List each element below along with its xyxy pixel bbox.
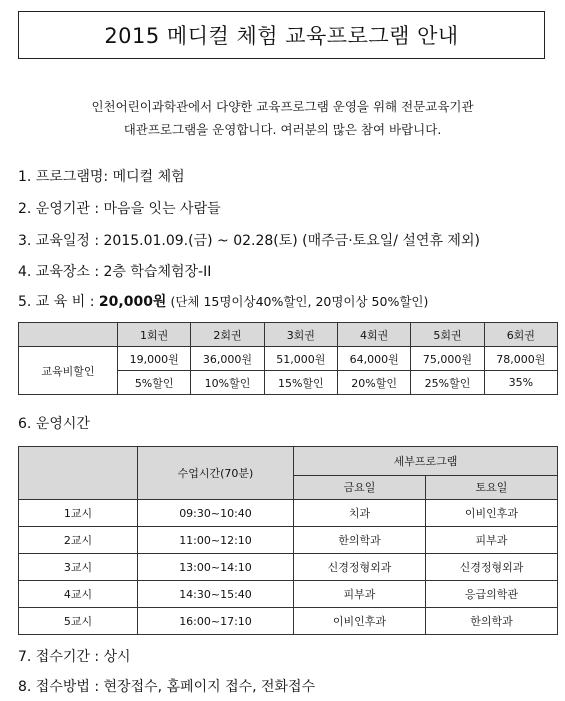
fee-amount: 20,000원 [98, 294, 167, 310]
table-row [19, 500, 558, 527]
intro-line-1: 인천어린이과학관에서 다양한 교육프로그램 운영을 위해 전문교육기관 [91, 99, 474, 114]
fee-table-header-row [19, 323, 558, 347]
fee-price-3: 51,000원 [264, 347, 337, 371]
fee-item [18, 291, 428, 311]
fee-discount-1: 5%할인 [118, 371, 191, 395]
fee-discount-2: 10%할인 [191, 371, 264, 395]
time-cell: 11:00~12:10 [138, 527, 294, 554]
schedule-table-corner [19, 447, 138, 500]
fee-discount-4: 20%할인 [337, 371, 410, 395]
period-cell: 3교시 [19, 554, 138, 581]
program-name-item: 1. 프로그램명: 메디컬 체험 [18, 169, 185, 185]
intro-text [0, 95, 565, 141]
fri-cell: 한의학과 [294, 527, 426, 554]
fee-discount-3: 15%할인 [264, 371, 337, 395]
table-row [19, 554, 558, 581]
sat-cell: 신경정형외과 [426, 554, 558, 581]
registration-method-item: 8. 접수방법 : 현장접수, 홈페이지 접수, 전화접수 [18, 679, 316, 695]
table-row [19, 581, 558, 608]
fee-price-1: 19,000원 [118, 347, 191, 371]
fee-discount-6: 35% [484, 371, 557, 395]
period-cell: 5교시 [19, 608, 138, 635]
time-cell: 13:00~14:10 [138, 554, 294, 581]
fee-header-4: 4회권 [337, 323, 410, 347]
sat-cell: 응급의학관 [426, 581, 558, 608]
fee-price-4: 64,000원 [337, 347, 410, 371]
organizer-item: 2. 운영기관 : 마음을 잇는 사람들 [18, 201, 221, 217]
registration-period-item: 7. 접수기간 : 상시 [18, 649, 131, 665]
fee-table-corner [19, 323, 118, 347]
schedule-header-row [19, 447, 558, 476]
fee-header-2: 2회권 [191, 323, 264, 347]
sat-cell: 피부과 [426, 527, 558, 554]
time-cell: 09:30~10:40 [138, 500, 294, 527]
time-cell: 14:30~15:40 [138, 581, 294, 608]
schedule-table [18, 446, 558, 635]
fee-label: 5. 교 육 비 : [18, 294, 99, 310]
time-cell: 16:00~17:10 [138, 608, 294, 635]
schedule-item: 3. 교육일정 : 2015.01.09.(금) ~ 02.28(토) (매주금·토요일/ 설연휴 제외) [18, 233, 480, 249]
fee-price-row [19, 347, 558, 371]
sat-cell: 이비인후과 [426, 500, 558, 527]
fee-row-label: 교육비할인 [19, 347, 118, 395]
fee-note: (단체 15명이상40%할인, 20명이상 50%할인) [166, 294, 429, 309]
fee-price-2: 36,000원 [191, 347, 264, 371]
fee-header-5: 5회권 [411, 323, 484, 347]
fee-price-5: 75,000원 [411, 347, 484, 371]
fee-discount-5: 25%할인 [411, 371, 484, 395]
location-item: 4. 교육장소 : 2층 학습체험장-II [18, 264, 212, 280]
fri-cell: 치과 [294, 500, 426, 527]
hours-heading: 6. 운영시간 [18, 416, 90, 432]
fri-cell: 이비인후과 [294, 608, 426, 635]
fee-price-6: 78,000원 [484, 347, 557, 371]
fee-header-1: 1회권 [118, 323, 191, 347]
program-header: 세부프로그램 [294, 447, 558, 476]
table-row [19, 608, 558, 635]
sat-cell: 한의학과 [426, 608, 558, 635]
sat-header: 토요일 [426, 475, 558, 499]
fee-header-3: 3회권 [264, 323, 337, 347]
fri-cell: 피부과 [294, 581, 426, 608]
table-row [19, 527, 558, 554]
fee-table [18, 322, 558, 395]
page-title: 2015 메디컬 체험 교육프로그램 안내 [18, 11, 545, 59]
fri-cell: 신경정형외과 [294, 554, 426, 581]
period-cell: 4교시 [19, 581, 138, 608]
intro-line-2: 대관프로그램을 운영합니다. 여러분의 많은 참여 바랍니다. [123, 122, 442, 137]
time-header: 수업시간(70분) [138, 447, 294, 500]
period-cell: 2교시 [19, 527, 138, 554]
fee-header-6: 6회권 [484, 323, 557, 347]
fri-header: 금요일 [294, 475, 426, 499]
period-cell: 1교시 [19, 500, 138, 527]
